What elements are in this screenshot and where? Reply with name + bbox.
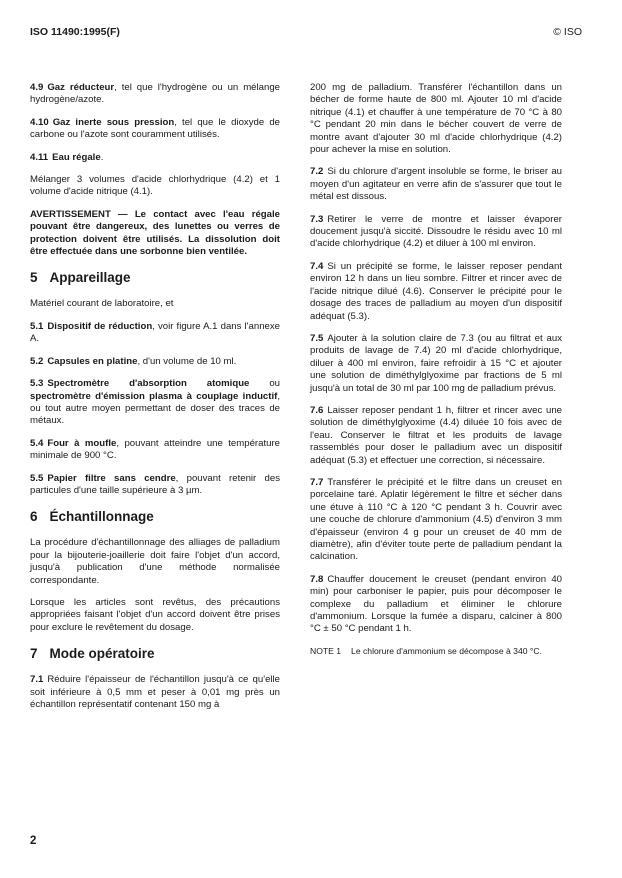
section-5-intro: Matériel courant de laboratoire, et (30, 298, 174, 310)
clause-number: 5.4 (30, 437, 44, 449)
clause-term: Eau régale (52, 151, 101, 163)
section-6-paragraph-2: Lorsque les articles sont revêtus, des précautions appropriées faisant l'objet d'un accord doivent être prises pour exclure le revêtement du dosage. (30, 596, 280, 633)
clause-number: 4.11 (30, 151, 49, 163)
clause-term: Gaz réducteur (47, 82, 115, 93)
clause-number: 5.1 (30, 320, 44, 332)
clause-4-11-body: Mélanger 3 volumes d'acide chlorhydrique (4.2) et 1 volume d'acide nitrique (4.1). (30, 174, 280, 198)
clause-term: Gaz inerte sous pression (52, 116, 175, 128)
clause-term: Four à moufle (47, 437, 117, 449)
clause-number: 7.7 (310, 476, 324, 488)
clause-7-4 (310, 261, 562, 323)
clause-5-1 (30, 321, 280, 346)
section-number: 5 (30, 270, 38, 286)
clause-7-8 (310, 574, 562, 636)
section-title: Mode opératoire (49, 646, 155, 662)
note-label: NOTE 1 (310, 645, 342, 656)
warning-paragraph: AVERTISSEMENT — Le contact avec l'eau régale pouvant être dangereux, des lunettes ou verres de protection doivent être utilisés. La dissolution doit être effectuée dans une sorbonne bien ventilée. (30, 208, 280, 258)
clause-7-5 (310, 333, 562, 395)
clause-term-2: spectromètre d'émission plasma à couplage inductif (30, 390, 278, 402)
clause-7-2 (310, 166, 562, 203)
clause-text: , ou tout autre moyen permettant de doser des traces de métaux. (30, 390, 280, 427)
clause-7-6 (310, 405, 562, 467)
left-column (30, 82, 280, 721)
clause-term: Papier filtre sans cendre (47, 472, 176, 484)
clause-term: Spectromètre d'absorption atomique (47, 378, 250, 390)
clause-7-1 (30, 674, 280, 711)
standard-id: ISO 11490:1995(F) (30, 26, 120, 38)
clause-text: , voir figure A.1 dans l'annexe A. (30, 320, 280, 345)
page-number: 2 (30, 835, 37, 847)
clause-term: Capsules en platine (47, 355, 138, 367)
clause-4-11 (30, 152, 280, 164)
clause-text: Laisser reposer pendant 1 h, filtrer et rincer avec une solution de diméthylglyoxime (4.4) diluée 10 fois avec de l'eau. Conserver le filtrat et les produits de lavage rassemblés pour doser le palladium avec un dispositif adéquat (5.3) et effectuer une correction, si nécessaire. (310, 404, 562, 466)
clause-text: , d'un volume de 10 ml. (137, 355, 237, 367)
section-7-heading (30, 646, 280, 662)
clause-text: Ajouter à la solution claire de 7.3 (ou au filtrat et aux produits de lavage de 7.4) 20 ml d'acide chlorhydrique, diluer à 400 ml environ, faire refroidir à 15 °C et ajouter une solution de diméthylglyoxime par fractions de 5 ml jusqu'à un total de 30 ml par 100 mg de palladium prévus. (310, 332, 562, 394)
clause-number: 7.3 (310, 213, 324, 225)
clause-text-mid: ou (249, 378, 281, 390)
clause-text: , pouvant retenir des particules d'une taille supérieure à 3 µm. (30, 472, 280, 496)
clause-text: , tel que le dioxyde de carbone ou l'azote sont couramment utilisés. (30, 116, 280, 141)
clause-text: Si du chlorure d'argent insoluble se forme, le briser au moyen d'un agitateur en verre afin de s'assurer que tout le métal est dissous. (310, 166, 562, 203)
clause-7-7 (310, 477, 562, 564)
clause-text: Si un précipité se forme, le laisser reposer pendant environ 12 h dans un lieu sombre. Filtrer et rincer avec de l'acide nitrique dilué (4.6). Conserver le précipité pour le dosage des traces de palladium au moyen d'un dispositif adéquat (5.3). (310, 260, 562, 322)
clause-text: , tel que l'hydrogène ou un mélange hydrogène/azote. (30, 82, 280, 106)
note-text: Le chlorure d'ammonium se décompose à 340 °C. (351, 645, 542, 656)
clause-number: 5.2 (30, 355, 44, 367)
section-5-heading (30, 270, 280, 286)
clause-number: 5.3 (30, 378, 44, 390)
clause-5-4 (30, 438, 280, 463)
copyright-mark: © ISO (553, 26, 582, 38)
right-column (310, 82, 562, 657)
clause-text: Réduire l'épaisseur de l'échantillon jusqu'à ce qu'elle soit inférieure à 0,5 mm et peser à 0,01 mg près un échantillon représentatif contenant 150 mg à (30, 674, 280, 710)
clause-4-10 (30, 117, 280, 142)
clause-number: 7.8 (310, 573, 324, 585)
clause-number: 7.1 (30, 674, 44, 686)
clause-text: Chauffer doucement le creuset (pendant environ 40 min) pour carboniser le papier, puis pour décomposer le complexe du palladium et éliminer le chlorure d'ammonium. Lorsque la fumée a disparu, calciner à 800 °C ± 50 °C pendant 1 h. (310, 573, 562, 635)
clause-number: 7.6 (310, 404, 324, 416)
clause-text: Transférer le précipité et le filtre dans un creuset en porcelaine taré. Aplatir légèrement le filtre et sécher dans une étuve à 110 °C à 120 °C pendant 3 h. Couvrir avec une couche de chlorure d'ammonium (4.5) d'environ 3 mm d'épaisseur (environ 4 g pour un creuset de 40 mm de diamètre), afin d'éviter toute perte de palladium pendant la calcination. (310, 476, 562, 563)
section-6-paragraph-1: La procédure d'échantillonnage des alliages de palladium pour la bijouterie-joaillerie doit faire l'objet d'un accord, jusqu'à publication d'une méthode normalisée correspondante. (30, 537, 280, 586)
section-number: 6 (30, 509, 38, 525)
clause-number: 4.9 (30, 82, 44, 93)
clause-number: 7.5 (310, 332, 324, 344)
clause-number: 5.5 (30, 472, 44, 484)
section-6-heading (30, 509, 280, 525)
clause-4-9 (30, 82, 280, 107)
section-number: 7 (30, 646, 38, 662)
clause-text: , pouvant atteindre une température minimale de 900 °C. (30, 437, 280, 462)
section-title: Appareillage (49, 270, 131, 286)
clause-5-2 (30, 356, 280, 368)
clause-number: 4.10 (30, 116, 49, 128)
clause-5-3 (30, 378, 280, 428)
clause-5-5 (30, 473, 280, 498)
clause-7-1-continued: 200 mg de palladium. Transférer l'échantillon dans un bécher de forme haute de 800 ml. Ajouter 10 ml d'acide nitrique (4.1) et chauffer à une température de 70 °C à 80 °C pendant 20 min dans le bécher couvert de verre de montre avant d'ajouter 30 ml d'acide chlorhydrique (4.2) pour achever la mise en solution. (310, 82, 562, 156)
clause-text: Retirer le verre de montre et laisser évaporer doucement jusqu'à siccité. Dissoudre le résidu avec 10 ml d'acide chlorhydrique (4.2) et diluer à 100 ml environ. (310, 213, 562, 250)
section-title: Échantillonnage (49, 509, 154, 525)
clause-term: Dispositif de réduction (47, 320, 153, 332)
clause-text: . (100, 151, 104, 163)
clause-7-3 (310, 214, 562, 251)
note-1 (310, 646, 562, 657)
clause-number: 7.4 (310, 260, 324, 272)
clause-number: 7.2 (310, 166, 324, 178)
